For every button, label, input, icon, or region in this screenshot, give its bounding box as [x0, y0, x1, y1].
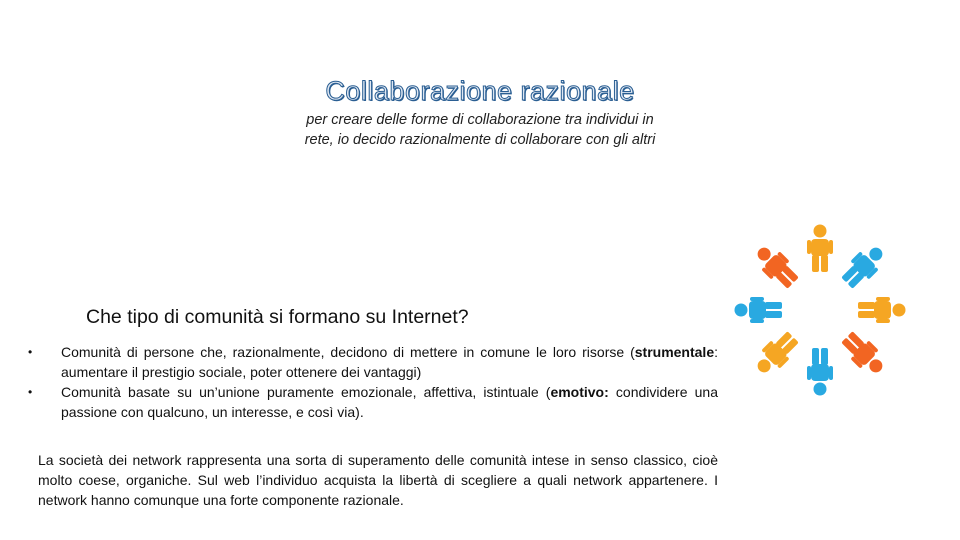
bullet-list: [28, 342, 718, 422]
person-figure: [838, 328, 890, 380]
bullet-text: Comunità di persone che, razionalmente, decidono di mettere in comune le loro risorse (: [61, 344, 635, 360]
question-heading: Che tipo di comunità si formano su Internet?: [86, 306, 469, 328]
person-figure: [807, 348, 833, 396]
bullet-marker: •: [28, 345, 33, 359]
person-figure: [807, 225, 833, 273]
person-figure: [858, 297, 906, 323]
people-circle-icon: [732, 222, 908, 398]
person-figure: [750, 328, 802, 380]
bullet-bold-term: emotivo:: [550, 384, 609, 400]
bullet-item-strumentale: [28, 342, 718, 382]
person-figure: [735, 297, 783, 323]
bullet-text-end: : aumentare il prestigio sociale, poter ottenere dei vantaggi): [61, 344, 718, 380]
bullet-marker: •: [28, 385, 33, 399]
body-paragraph: La società dei network rappresenta una sorta di superamento delle comunità intese in senso classico, cioè molto coese, organiche. Sul web l’individuo acquista la libertà di scegliere a quali network appartenere. I network hanno comunque una forte componente razionale.: [38, 452, 718, 508]
slide-title: Collaborazione razionale: [325, 76, 635, 106]
bullet-item-emotivo: [28, 382, 718, 422]
bullet-text: Comunità basate su un’unione puramente emozionale, affettiva, istintuale (: [61, 384, 551, 400]
person-figure: [838, 240, 890, 292]
person-figure: [750, 240, 802, 292]
bullet-bold-term: strumentale: [634, 344, 715, 360]
slide-subtitle: per creare delle forme di collaborazione tra individui in rete, io decido razionalmente di collaborare con gli altri: [304, 112, 656, 148]
bullet-text-end: condividere una passione con qualcuno, un interesse, e così via).: [61, 384, 718, 420]
